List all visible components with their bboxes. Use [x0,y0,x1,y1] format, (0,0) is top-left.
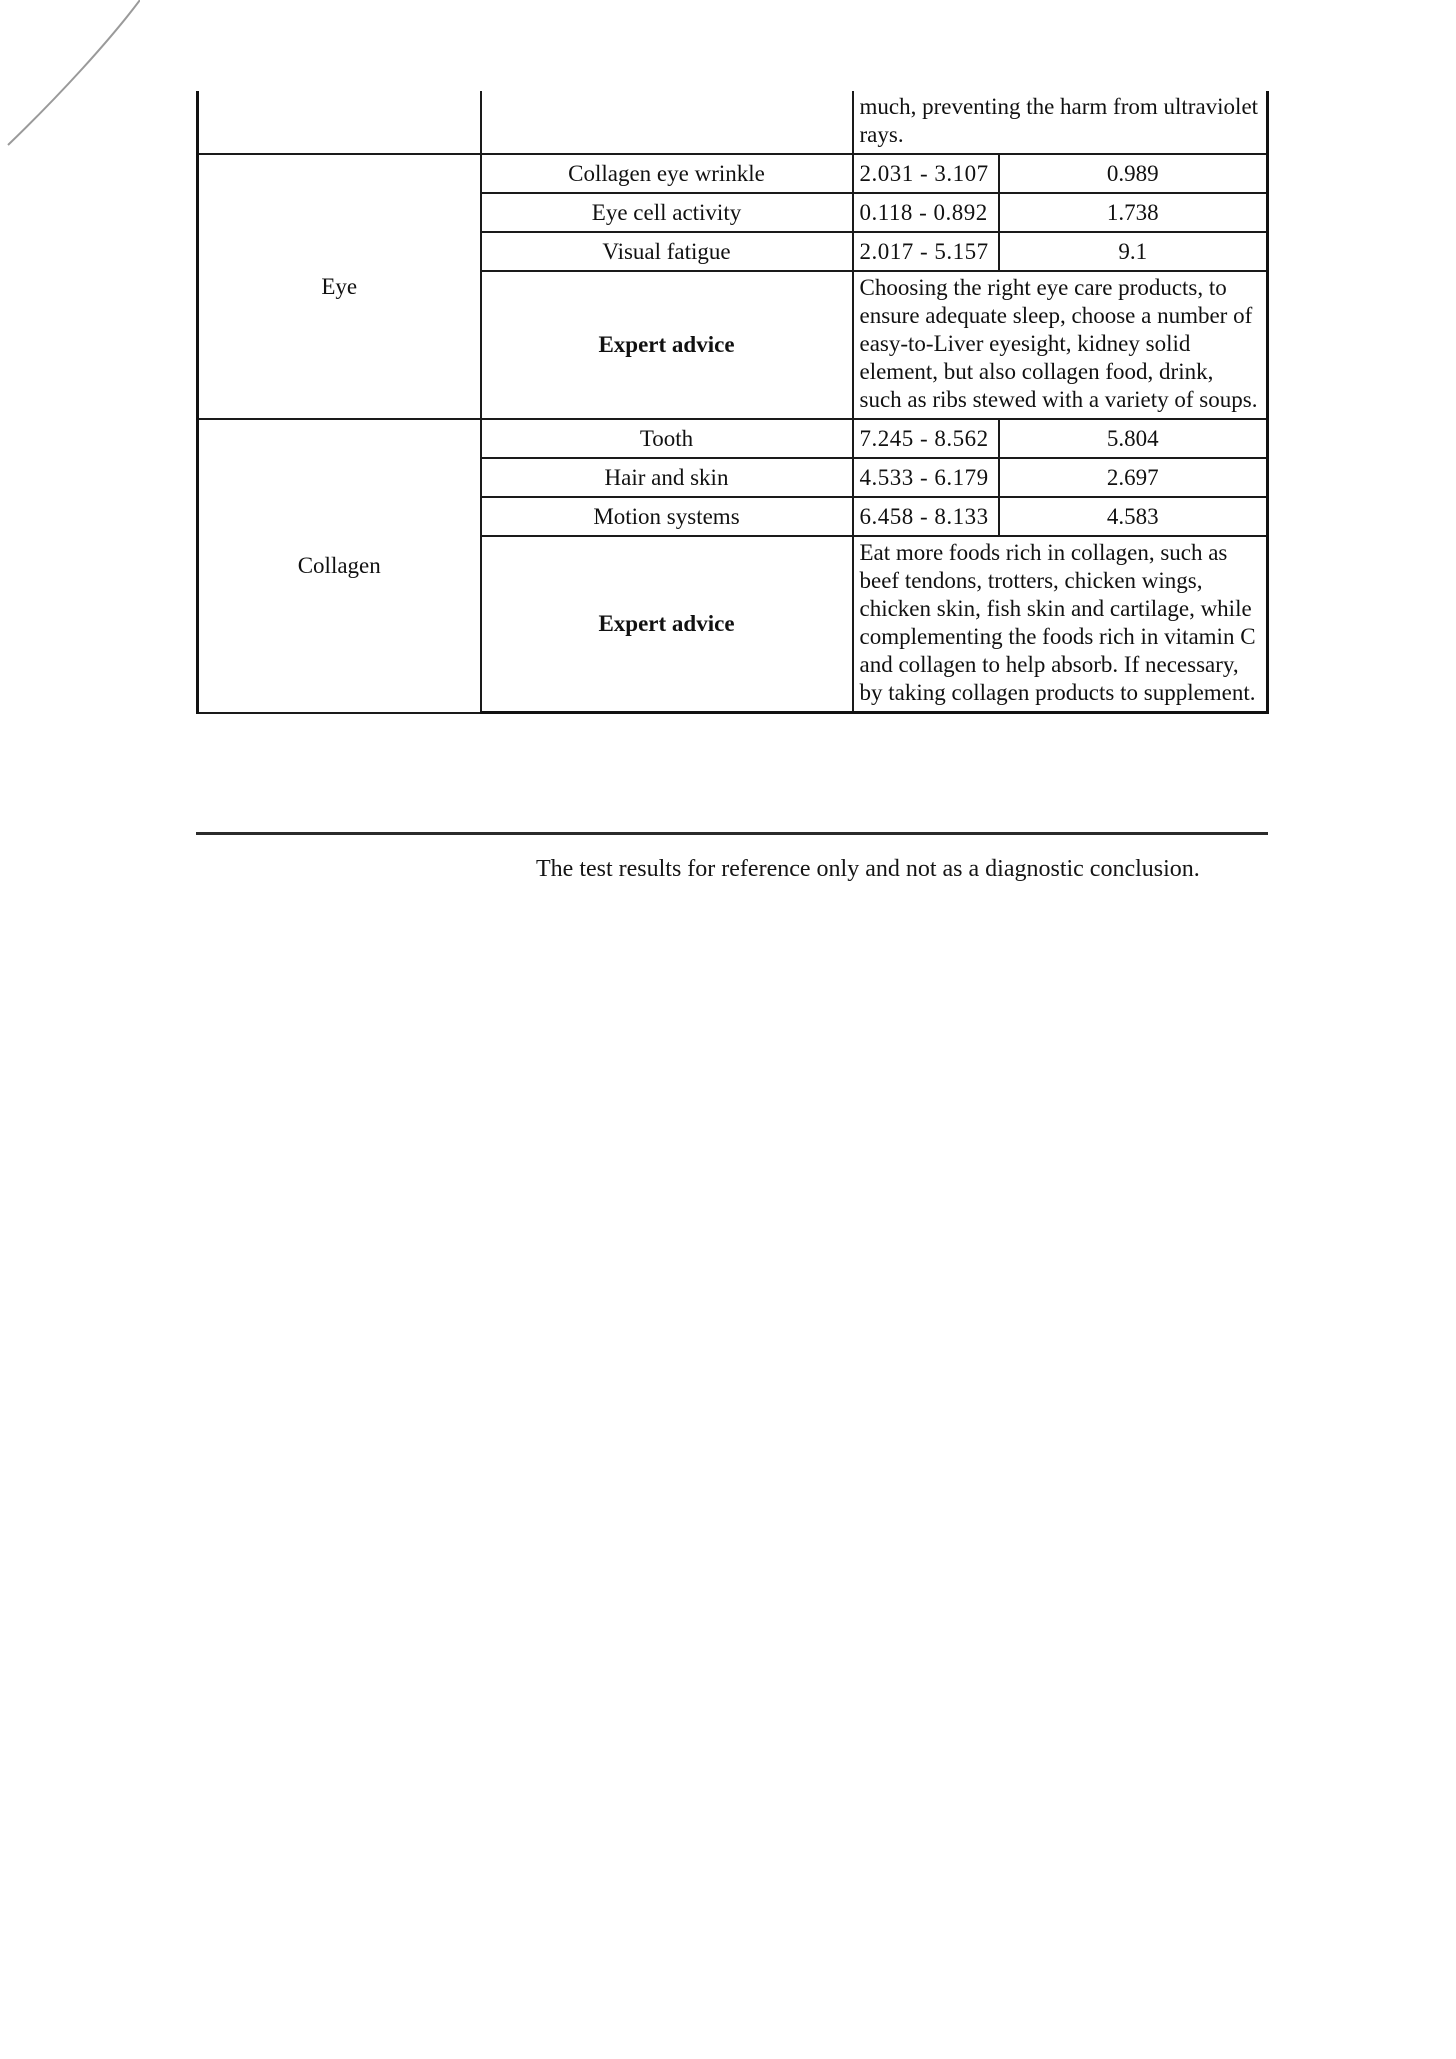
expert-advice-text: Choosing the right eye care products, to ensure adequate sleep, choose a number of easy-to-Liver eyesight, kidney solid element, but also collagen food, drink, such as ribs stewed with a variety of soups. [853,271,1268,419]
item-measured-value: 4.583 [999,497,1268,536]
item-name: Motion systems [481,497,853,536]
item-normal-range: 6.458 - 8.133 [853,497,999,536]
footer-divider [196,832,1268,835]
expert-advice-label: Expert advice [481,536,853,713]
group-name-eye: Eye [198,154,481,419]
continued-row [198,91,1268,154]
item-normal-range: 2.017 - 5.157 [853,232,999,271]
item-normal-range: 4.533 - 6.179 [853,458,999,497]
item-normal-range: 7.245 - 8.562 [853,419,999,458]
page-corner-fold [0,0,140,150]
continued-group-cell [198,91,481,154]
item-measured-value: 5.804 [999,419,1268,458]
item-measured-value: 0.989 [999,154,1268,193]
continued-advice-text: much, preventing the harm from ultraviolet rays. [853,91,1268,154]
item-name: Tooth [481,419,853,458]
group-name-collagen: Collagen [198,419,481,713]
item-normal-range: 0.118 - 0.892 [853,193,999,232]
item-name: Visual fatigue [481,232,853,271]
report-table [196,91,1269,714]
expert-advice-label: Expert advice [481,271,853,419]
item-measured-value: 1.738 [999,193,1268,232]
item-measured-value: 9.1 [999,232,1268,271]
item-name: Collagen eye wrinkle [481,154,853,193]
disclaimer-text: The test results for reference only and not as a diagnostic conclusion. [536,856,1200,882]
table-row [198,419,1268,458]
table-row [198,154,1268,193]
item-name: Hair and skin [481,458,853,497]
item-normal-range: 2.031 - 3.107 [853,154,999,193]
continued-label-cell [481,91,853,154]
item-name: Eye cell activity [481,193,853,232]
item-measured-value: 2.697 [999,458,1268,497]
expert-advice-text: Eat more foods rich in collagen, such as beef tendons, trotters, chicken wings, chicken skin, fish skin and cartilage, while complementing the foods rich in vitamin C and collagen to help absorb. If necessary, by taking collagen products to supplement. [853,536,1268,713]
